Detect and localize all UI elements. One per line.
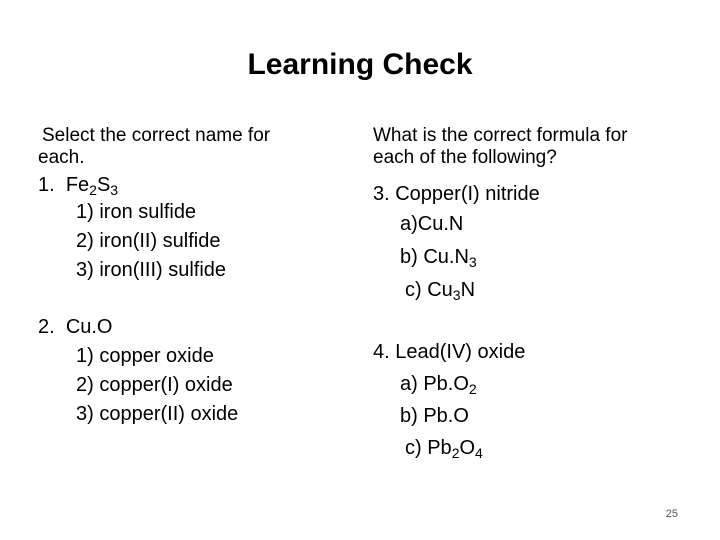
question-2-formula: Cu.O [65, 316, 113, 338]
left-prompt-line-2: each. [38, 147, 85, 168]
question-2-option: 3) copper(II) oxide [76, 403, 239, 425]
question-3-option-b: b) $Cu.N_3$ [400, 246, 477, 270]
right-prompt-line-2: each of the following? [373, 147, 557, 168]
page-number: 25 [665, 508, 678, 520]
question-3-option-c: c) $Cu_3N$ [405, 279, 476, 303]
question-4-option-c: c) $Pb_2O_4$ [405, 437, 483, 461]
question-1 [38, 171, 118, 200]
question-2-option: 1) copper oxide [76, 345, 214, 367]
question-1-number: 1. [38, 174, 55, 196]
question-2-number: 2. [38, 316, 55, 338]
question-4-option-b: b) Pb.O [400, 405, 469, 427]
question-3-option-a: a)Cu.N [400, 213, 464, 235]
question-1-formula: $Fe_2S_3$ [65, 174, 119, 198]
question-4-heading: 4. Lead(IV) oxide [373, 341, 526, 363]
slide-title: Learning Check [247, 48, 473, 81]
question-2 [38, 313, 113, 342]
left-prompt-line-1: Select the correct name for [42, 125, 271, 146]
question-1-option: 3) iron(III) sulfide [76, 259, 227, 281]
question-2-option: 2) copper(I) oxide [76, 374, 233, 396]
question-1-option: 2) iron(II) sulfide [76, 230, 221, 252]
question-4-option-a: a) $Pb.O_2$ [400, 373, 477, 397]
question-1-option: 1) iron sulfide [76, 201, 197, 223]
question-3-heading: 3. Copper(I) nitride [373, 183, 540, 205]
right-prompt-line-1: What is the correct formula for [373, 125, 628, 146]
